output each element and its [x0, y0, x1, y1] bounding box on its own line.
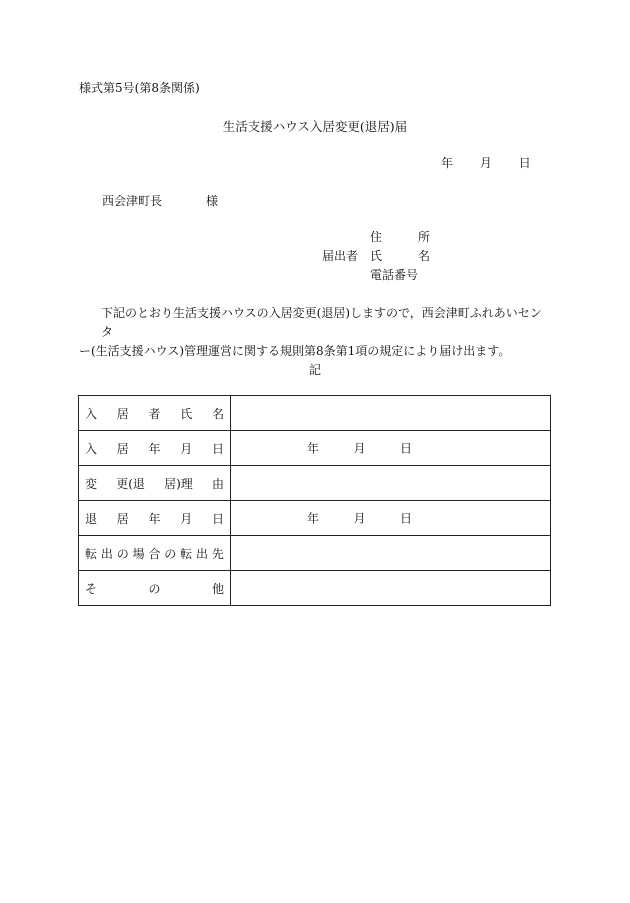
resident-name-value-field[interactable] [231, 396, 551, 431]
addressee-name: 西会津町長 [102, 194, 163, 208]
table-row-move-out-date [79, 501, 551, 536]
addressee-honorific: 様 [206, 194, 219, 208]
ki-heading: 記 [308, 363, 321, 377]
change-reason-value-field[interactable] [231, 466, 551, 501]
address-label: 住 所 [370, 230, 430, 244]
submission-date [441, 157, 531, 169]
date-year: 年 [441, 156, 454, 170]
body-paragraph [79, 304, 553, 361]
other-label: そ の 他 [79, 571, 231, 606]
move-out-date-label: 退 居 年 月 日 [79, 501, 231, 536]
applicant-block [322, 231, 430, 288]
relocation-destination-label: 転 出 の 場 合 の 転 出 先 [79, 536, 231, 571]
phone-label: 電話番号 [370, 268, 419, 282]
relocation-destination-value-field[interactable] [231, 536, 551, 571]
form-number: 様式第5号(第8条関係) [79, 81, 200, 95]
name-label: 氏 名 [370, 249, 430, 263]
table-row-move-in-date [79, 431, 551, 466]
applicant-address-row [322, 231, 430, 250]
body-line-2: ー(生活支援ハウス)管理運営に関する規則第8条第1項の規定により届け出ます。 [79, 344, 511, 358]
date-day: 日 [518, 156, 531, 170]
move-in-date-value-field[interactable] [231, 431, 551, 466]
move-in-date-label: 入 居 年 月 日 [79, 431, 231, 466]
table-row-other [79, 571, 551, 606]
detail-table [78, 395, 551, 606]
date-month: 月 [479, 156, 492, 170]
document-title: 生活支援ハウス入居変更(退居)届 [222, 119, 408, 134]
applicant-group-label: 届出者 [322, 249, 359, 263]
move-out-date-value-field[interactable] [231, 501, 551, 536]
resident-name-label: 入 居 者 氏 名 [79, 396, 231, 431]
addressee [102, 195, 218, 207]
table-row-resident-name [79, 396, 551, 431]
body-line-1: 下記のとおり生活支援ハウスの入居変更(退居)しますので，西会津町ふれあいセンタ [101, 306, 542, 339]
applicant-name-row [322, 250, 430, 269]
move-out-date-date-placeholders: 年 月 日 [307, 511, 412, 526]
other-value-field[interactable] [231, 571, 551, 606]
change-reason-label: 変 更(退 居)理 由 [79, 466, 231, 501]
table-row-change-reason [79, 466, 551, 501]
table-row-relocation-destination [79, 536, 551, 571]
move-in-date-date-placeholders: 年 月 日 [307, 441, 412, 456]
applicant-phone-row [322, 269, 430, 288]
